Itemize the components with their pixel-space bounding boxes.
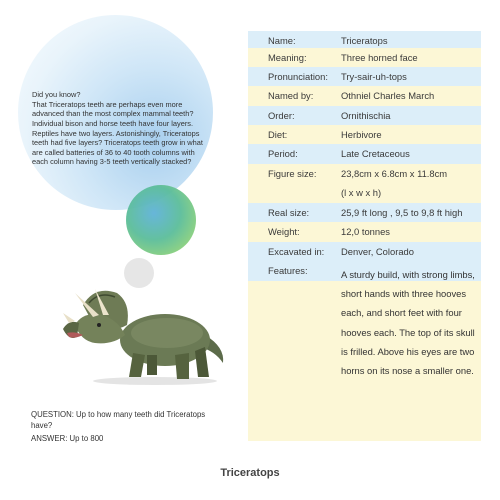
info-row-order: [248, 106, 481, 125]
info-label: Meaning:: [268, 52, 307, 63]
info-row-period: [248, 144, 481, 164]
thought-bubble-medium: [126, 185, 196, 255]
info-value: Denver, Colorado: [341, 246, 414, 257]
question-answer-block: [31, 410, 221, 445]
info-label: Period:: [268, 148, 298, 159]
info-label: Order:: [268, 110, 295, 121]
info-row-meaning: [248, 48, 481, 67]
info-value: Triceratops: [341, 35, 388, 46]
info-label: Features:: [268, 265, 308, 276]
info-row-weight: [248, 222, 481, 242]
info-value: (l x w x h): [341, 187, 382, 198]
info-value: Late Cretaceous: [341, 148, 410, 159]
info-label: Weight:: [268, 226, 300, 237]
triceratops-figure-image: [55, 285, 225, 385]
info-label: Pronunciation:: [268, 71, 328, 82]
info-label: Diet:: [268, 129, 288, 140]
figure-caption: Triceratops: [220, 467, 280, 479]
did-you-know-line: Individual bison and horse teeth have four layers. Reptiles have two layers. Astonishingly, Triceratops teeth had five layers? Triceratops teeth grow in what are called batteries of 36 to 40 tooth columns with each column having 3-5 teeth vertically stacked?: [32, 118, 203, 167]
info-row-real-size: [248, 203, 481, 222]
info-value: Herbivore: [341, 129, 382, 140]
info-row-diet: [248, 125, 481, 144]
did-you-know-line: That Triceratops teeth are perhaps even more advanced than the most complex mammal teeth?: [32, 99, 194, 119]
did-you-know-text: [32, 90, 208, 167]
info-label: Named by:: [268, 90, 314, 101]
features-description: A sturdy build, with strong limbs, short hands with three hooves each, and short feet with four hooves each. The top of its skull is frilled. Above his eyes are two horns on its nose a smaller one.: [341, 269, 475, 377]
info-value: 23,8cm x 6.8cm x 11.8cm: [341, 168, 448, 179]
info-value: 25,9 ft long , 9,5 to 9,8 ft high: [341, 207, 463, 218]
info-row-named-by: [248, 86, 481, 106]
info-value: Three horned face: [341, 52, 418, 63]
info-row-figure-size-dims: [248, 183, 481, 203]
info-value: Try-sair-uh-tops: [341, 71, 407, 82]
info-row-name: [248, 31, 481, 48]
question-text: QUESTION: Up to how many teeth did Triceratops have?: [31, 410, 206, 430]
did-you-know-heading: Did you know?: [32, 90, 81, 99]
info-label: Name:: [268, 35, 296, 46]
info-row-excavated-in: [248, 242, 481, 261]
info-value: Othniel Charles March: [341, 90, 435, 101]
info-row-figure-size: [248, 164, 481, 183]
info-value: 12,0 tonnes: [341, 226, 390, 237]
info-value: Ornithischia: [341, 110, 391, 121]
info-label: Excavated in:: [268, 246, 325, 257]
answer-text: ANSWER: Up to 800: [31, 434, 104, 444]
species-info-table: [248, 31, 481, 441]
info-label: Figure size:: [268, 168, 317, 179]
thought-bubble-small: [124, 258, 154, 288]
info-label: Real size:: [268, 207, 310, 218]
info-row-pronunciation: [248, 67, 481, 86]
